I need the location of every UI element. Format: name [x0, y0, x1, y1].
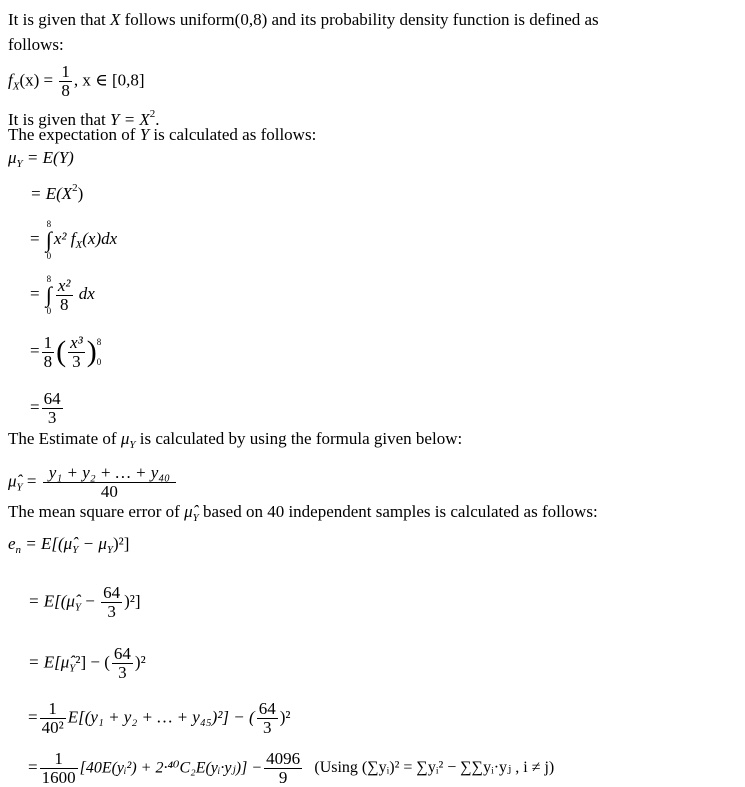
expectation-intro-a: The expectation of [8, 125, 136, 144]
expectation-intro [8, 125, 316, 145]
intro-params: (0,8) [234, 10, 268, 29]
estimate-intro-a: The Estimate of [8, 429, 117, 448]
estimate-eq: = [26, 471, 37, 491]
expectation-l2-end: ) [77, 184, 84, 203]
sixty-four-thirds: $\frac{64}{3}$ [43, 389, 61, 427]
one-over-1600: $\frac{1}{1600}$ [41, 749, 76, 787]
e-n: e [8, 534, 16, 553]
pdf-lhs-arg: (x) = [19, 70, 54, 90]
intro-var-x: X [109, 10, 121, 29]
expectation-line-3: = 8 ∫ 0 x² $f_X(x)dx$ [30, 219, 118, 261]
given-y-text: It is given that [8, 110, 106, 129]
expectation-l2: = E(X [30, 184, 73, 203]
mse-l5-fraction: $\frac{4096}{9}$ [266, 749, 301, 787]
expectation-intro-b: is calculated as follows: [153, 125, 317, 144]
expectation-rhs: = E(Y) [22, 148, 74, 167]
given-y-sup: 2 [149, 108, 156, 120]
expectation-intro-var: Y [139, 125, 150, 144]
intro-text-b: follows uniform [124, 10, 235, 29]
expectation-line-6: = $\frac{64}{3}$ [30, 389, 61, 427]
mse-l3-fraction: $\frac{64}{3}$ [113, 644, 131, 682]
one-over-forty-sq: $\frac{1}{\text{40²}}$ [41, 699, 64, 737]
integrand-fraction: $\frac{\text{x²}}{8}$ [57, 275, 71, 314]
mu-sub: Y [16, 158, 23, 170]
expectation-line-5: = $\frac{1}{8}$ ( $\frac{\text{x³}}{3}$ ) 8 0 [30, 332, 102, 371]
dx: dx [78, 283, 95, 303]
using-note: (Using (∑yᵢ)² = ∑yᵢ² − ∑∑yᵢ·yⱼ , i ≠ j) [314, 759, 555, 777]
mu-hat-sub: Y [16, 481, 23, 494]
pdf-lhs: f [8, 70, 13, 90]
integrand: x² f [53, 228, 76, 248]
mse-line-4: = $\frac{1}{\text{40²}}$ E[(y₁ + y₂ + … + y₄₅)²] − ( $\frac{64}{3}$ )² [28, 699, 291, 737]
integral-sign-2: 8 ∫ 0 [45, 274, 52, 316]
intro-text-a: It is given that [8, 10, 106, 29]
estimate-fraction: $\frac{\text{y₁ + y₂ + … + y₄₀}}{40}$ [43, 464, 176, 501]
mse-l2-fraction: $\frac{64}{3}$ [103, 583, 121, 621]
pdf-formula [8, 63, 145, 100]
mse-line-5: = $\frac{1}{1600}$ [40E(yᵢ²) + 2·⁴⁰C₂E(yᵢ·yⱼ)] − $\frac{4096}{9}$ (Using (∑yᵢ)² = ∑yᵢ² − ∑∑yᵢ·yⱼ , i ≠ j) [28, 749, 555, 787]
x-cubed-third: $\frac{\text{x³}}{3}$ [70, 332, 83, 371]
estimate-formula [8, 464, 178, 501]
integral-sign: 8 ∫ 0 [45, 219, 52, 261]
expectation-line-2 [30, 178, 83, 204]
estimate-intro-var: μ [120, 429, 130, 448]
expectation-l2-sup: 2 [72, 182, 78, 194]
eval-bounds: 8 0 [96, 337, 102, 367]
mse-intro-a: The mean square error of [8, 502, 180, 521]
intro-line-1 [8, 10, 599, 30]
given-y-end: . [155, 110, 160, 129]
mse-l4-fraction: $\frac{64}{3}$ [258, 699, 276, 737]
mse-intro-var-sub: Y [192, 512, 199, 524]
mse-intro [8, 502, 598, 528]
mu-symbol: μ [8, 148, 17, 167]
given-y-expr: Y = X [109, 110, 150, 129]
integrand-end: (x)dx [82, 228, 118, 248]
mse-intro-var: μ̂ [184, 502, 193, 521]
pdf-lhs-sub: X [12, 80, 20, 93]
estimate-intro-var-sub: Y [129, 439, 136, 451]
expectation-line-1 [8, 148, 74, 174]
pdf-fraction: $\frac{1}{8}$ [61, 62, 70, 100]
pdf-domain: , x ∈ [0,8] [73, 70, 145, 90]
e-n-sub: n [15, 544, 22, 556]
estimate-intro [8, 429, 462, 455]
estimate-intro-b: is calculated by using the formula given below: [139, 429, 463, 448]
integrand-sub: X [75, 238, 83, 251]
mse-line-2: = $E[(\mû_Y$ − $\frac{64}{3}$ )²] [28, 583, 141, 621]
one-eighth: $\frac{1}{8}$ [43, 332, 53, 371]
mu-hat: μ̂ [8, 471, 17, 491]
mse-intro-b: based on 40 independent samples is calculated as follows: [202, 502, 598, 521]
expectation-line-4: = 8 ∫ 0 $\frac{\text{x²}}{8}$ dx [30, 274, 95, 316]
intro-text-c: and its probability density function is defined as [271, 10, 599, 29]
mse-line-3: = $E[\mû_Y^2]$ − ( $\frac{64}{3}$ )² [28, 644, 146, 682]
mse-line-1: $e_n$ = $E[(\mû_Y - \mu_Y)^2]$ [8, 534, 130, 556]
intro-line-2: follows: [8, 35, 64, 54]
